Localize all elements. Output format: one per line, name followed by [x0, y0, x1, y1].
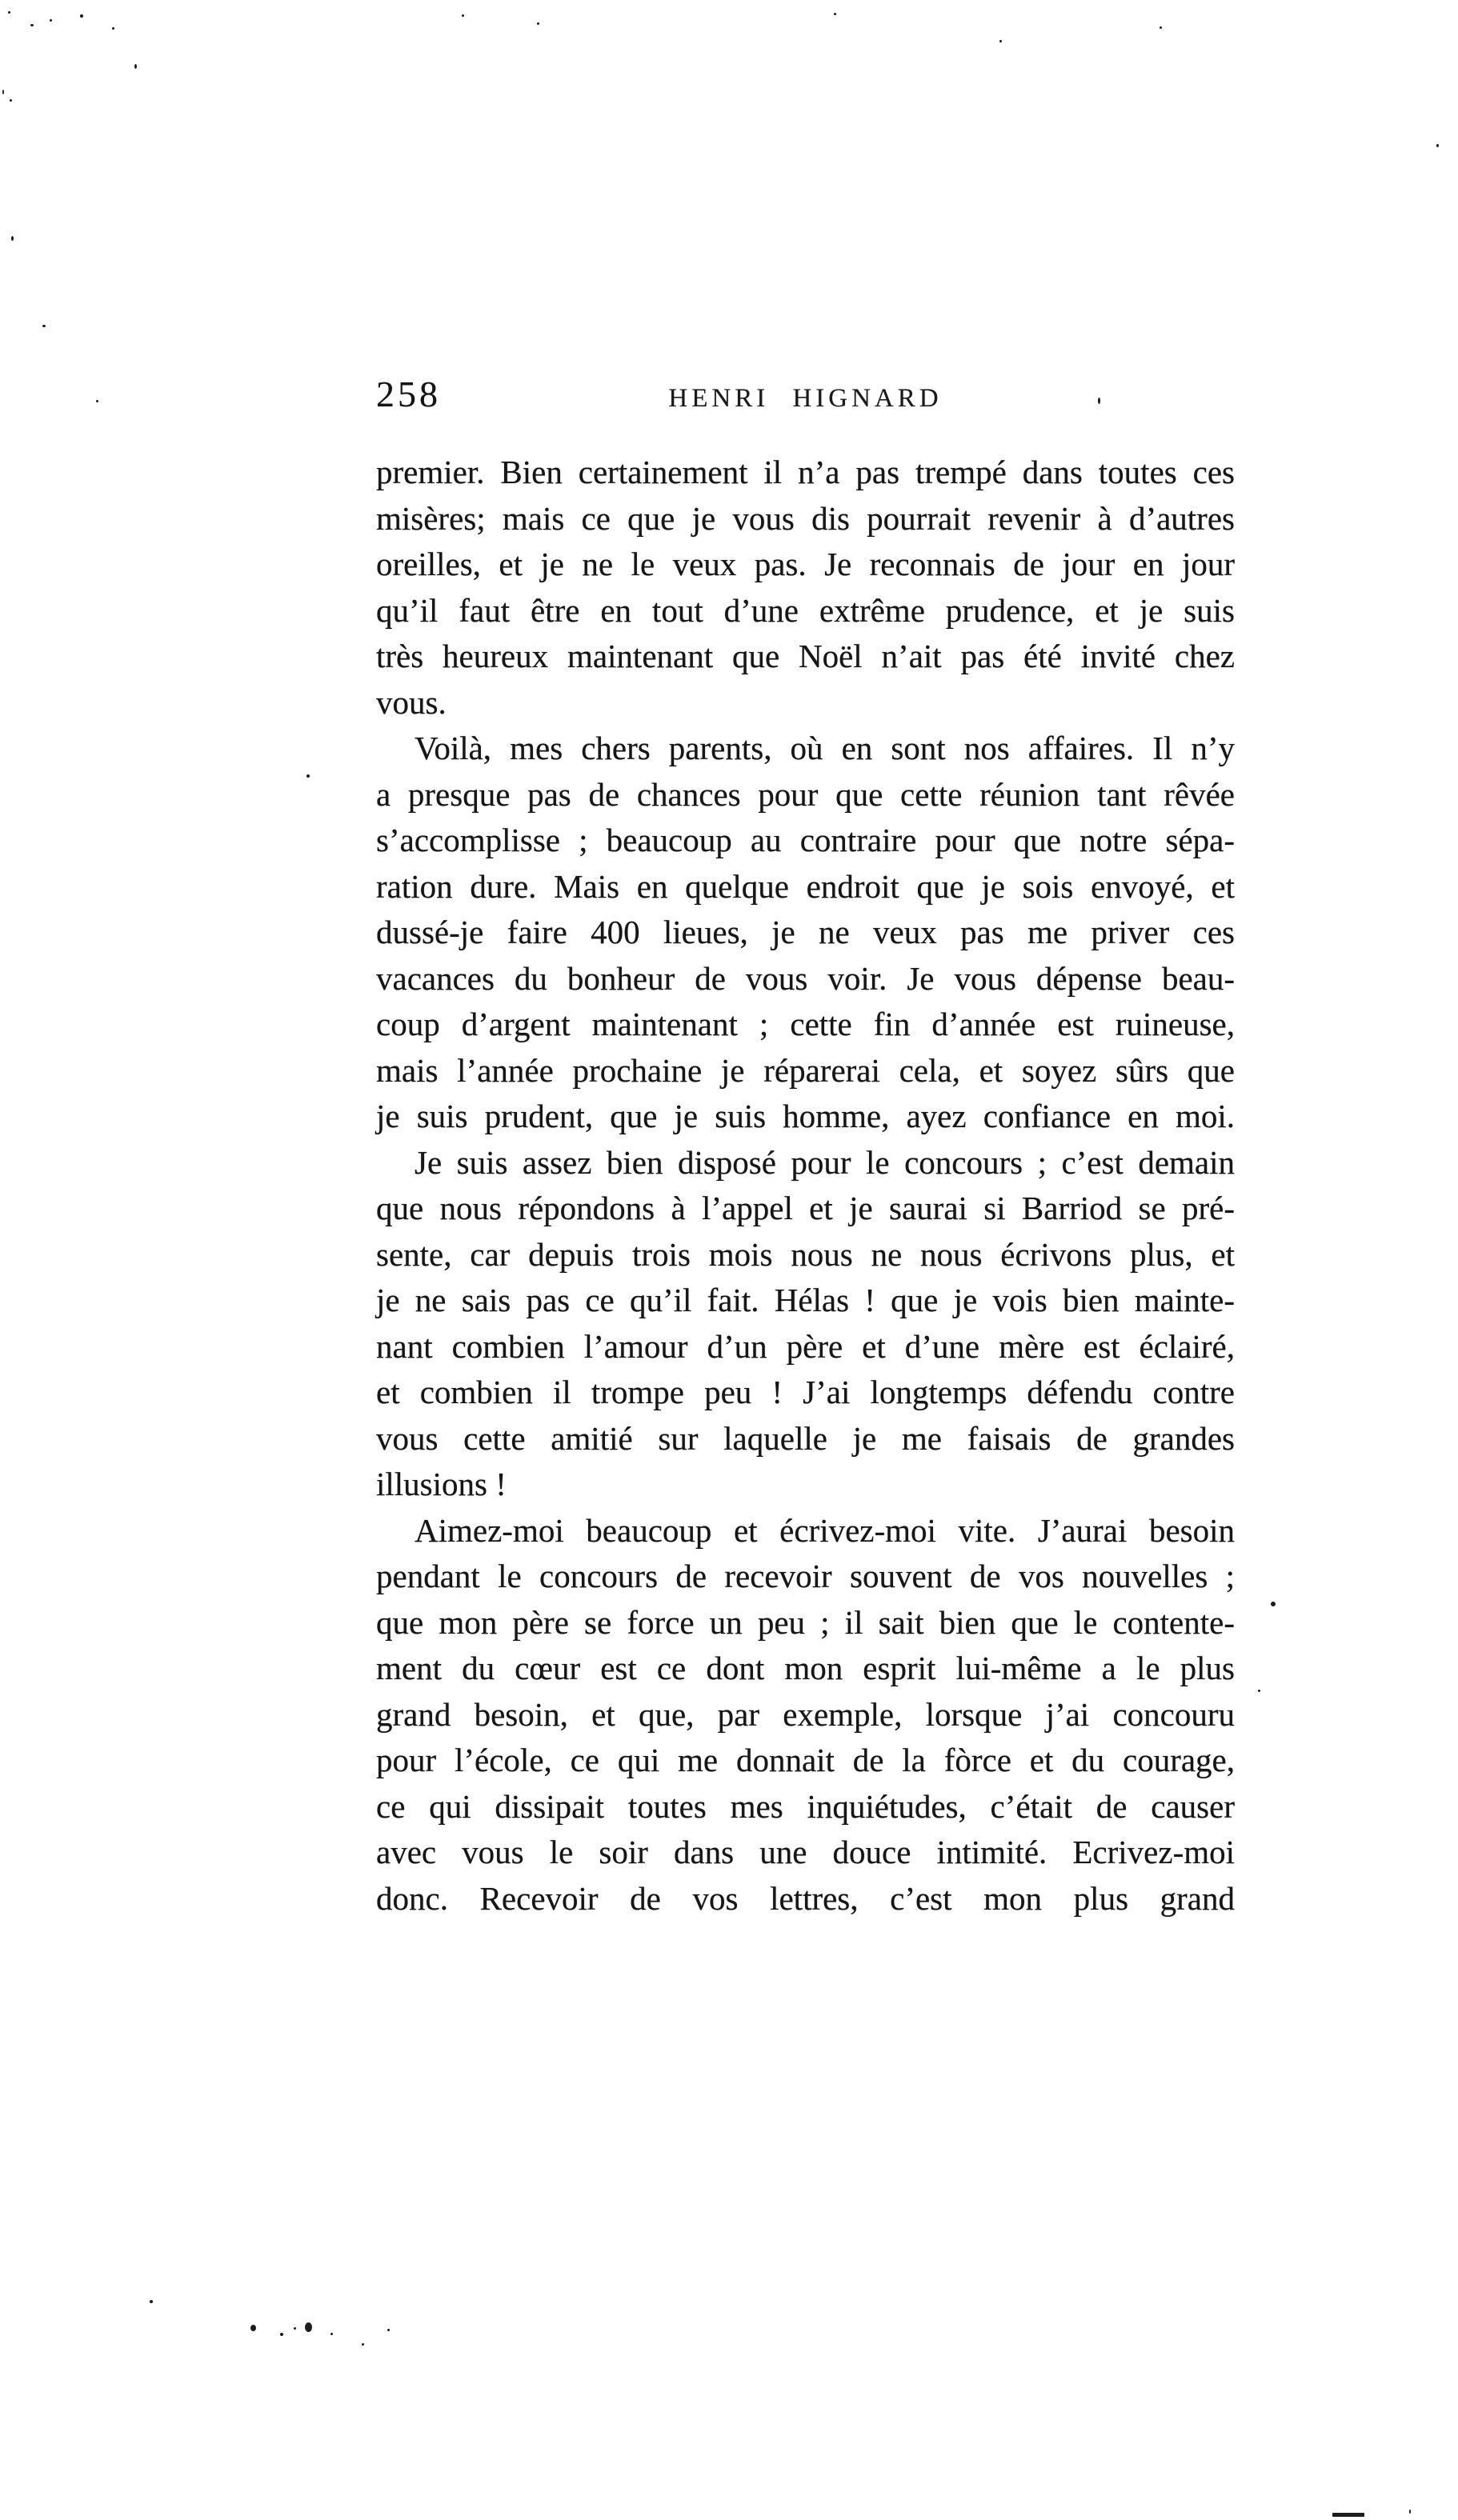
text-block [376, 450, 1235, 1922]
scan-speck [1160, 26, 1162, 29]
text-line: vous. [376, 683, 447, 721]
scan-speck [294, 2327, 296, 2330]
text-line: je suis prudent, que je suis homme, ayez confiance en moi. [376, 1098, 1235, 1134]
text-line: sente, car depuis trois mois nous ne nous écrivons plus, et [376, 1235, 1235, 1273]
scan-speck [11, 236, 14, 241]
scan-speck [2, 90, 4, 94]
scan-speck [1436, 144, 1439, 147]
scan-speck [30, 24, 34, 26]
text-line: dussé-je faire 400 lieues, je ne veux pas me priver ces [376, 914, 1235, 950]
scan-speck [80, 14, 83, 18]
text-line: oreilles, et je ne le veux pas. Je reconnais de jour en jour [376, 546, 1235, 582]
text-line: premier. Bien certainement il n’a pas trempé dans toutes ces [376, 454, 1235, 490]
text-line: Je suis assez bien disposé pour le concours ; c’est demain [415, 1143, 1235, 1181]
text-line: avec vous le soir dans une douce intimité. Ecrivez-moi [376, 1834, 1235, 1870]
text-line: ment du cœur est ce dont mon esprit lui-même a le plus [376, 1650, 1235, 1686]
text-line: vacances du bonheur de vous voir. Je vous dépense beau- [376, 959, 1235, 997]
scan-speck [1258, 1690, 1260, 1692]
scan-speck [8, 11, 10, 14]
scan-speck [134, 64, 137, 69]
text-line: pour l’école, ce qui me donnait de la fòrce et du courage, [376, 1742, 1235, 1778]
text-line: que mon père se force un peu ; il sait bien que le contente- [376, 1603, 1235, 1641]
text-line: nant combien l’amour d’un père et d’une mère est éclairé, [376, 1327, 1235, 1365]
text-line: grand besoin, et que, par exemple, lorsque j’ai concouru [376, 1695, 1235, 1733]
text-line: coup d’argent maintenant ; cette fin d’année est ruineuse, [376, 1006, 1235, 1042]
scan-speck [1271, 1602, 1276, 1606]
text-line: Voilà, mes chers parents, où en sont nos affaires. Il n’y [415, 730, 1235, 766]
text-line: et combien il trompe peu ! J’ai longtemps défendu contre [376, 1374, 1235, 1410]
scan-speck [362, 2343, 364, 2346]
text-line: misères; mais ce que je vous dis pourrait revenir à d’autres [376, 499, 1235, 537]
scan-speck [42, 325, 46, 327]
scan-speck [330, 2333, 333, 2335]
page-header [376, 370, 1235, 426]
scan-speck [50, 19, 52, 22]
text-line: que nous répondons à l’appel et je saurai si Barriod se pré- [376, 1190, 1235, 1226]
scan-speck [537, 22, 539, 25]
text-line: ce qui dissipait toutes mes inquiétudes, c’était de causer [376, 1787, 1235, 1825]
running-head-title: HENRI HIGNARD [668, 384, 943, 413]
scan-speck [1409, 2510, 1411, 2514]
scan-speck [387, 2329, 390, 2331]
text-line: qu’il faut être en tout d’une extrême prudence, et je suis [376, 591, 1235, 629]
text-line: ration dure. Mais en quelque endroit que je sois envoyé, et [376, 867, 1235, 905]
text-line: Aimez-moi beaucoup et écrivez-moi vite. J’aurai besoin [415, 1511, 1235, 1549]
scan-speck [112, 27, 114, 30]
scan-speck [96, 400, 98, 402]
scan-speck [150, 2300, 153, 2303]
text-line: très heureux maintenant que Noël n’ait pas été invité chez [376, 638, 1235, 674]
page-number: 258 [376, 374, 441, 414]
text-line: je ne sais pas ce qu’il fait. Hélas ! que je vois bien mainte- [376, 1282, 1235, 1318]
text-line: a presque pas de chances pour que cette réunion tant rêvée [376, 775, 1235, 813]
text-line: vous cette amitié sur laquelle je me faisais de grandes [376, 1419, 1235, 1457]
scan-speck [305, 2322, 312, 2332]
scan-speck [999, 40, 1002, 42]
text-line: s’accomplisse ; beaucoup au contraire pour que notre sépa- [376, 822, 1235, 858]
scan-speck [10, 99, 12, 102]
scan-speck [280, 2333, 283, 2336]
scan-speck [250, 2325, 256, 2331]
scan-speck [462, 14, 464, 17]
text-line: illusions ! [376, 1466, 507, 1502]
scan-speck [834, 13, 836, 15]
scan-speck [1098, 398, 1100, 404]
scan-speck [1332, 2513, 1364, 2517]
scan-speck [306, 774, 310, 778]
text-line: donc. Recevoir de vos lettres, c’est mon plus grand [376, 1879, 1235, 1917]
text-line: mais l’année prochaine je réparerai cela, et soyez sûrs que [376, 1051, 1235, 1089]
text-line: pendant le concours de recevoir souvent de vos nouvelles ; [376, 1558, 1235, 1594]
